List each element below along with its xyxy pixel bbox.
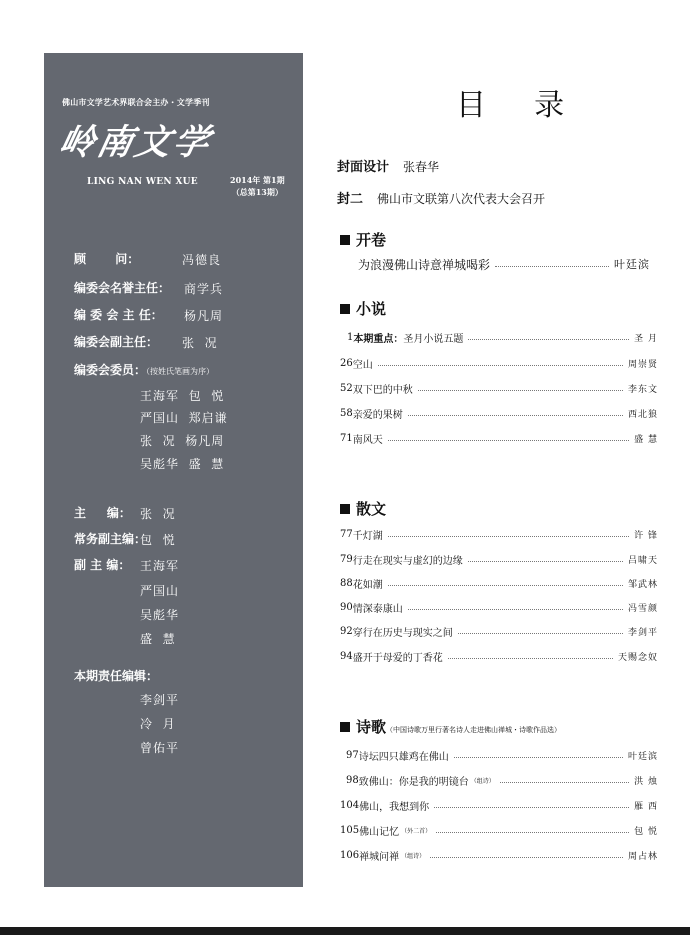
entry-title <box>353 406 403 421</box>
section-name: 散文 <box>356 500 387 518</box>
entry-page-number: 90 <box>340 601 353 613</box>
host-line: 佛山市文学艺术界联合会主办・文学季刊 <box>62 98 210 107</box>
issue-number <box>230 174 285 198</box>
entry-title-text: 致佛山：你是我的明镜台 <box>358 776 469 788</box>
chief-editor-label: 主 编： <box>74 506 131 520</box>
toc-entry[interactable] <box>340 355 658 371</box>
section-name: 开卷 <box>356 231 387 249</box>
members-label-text: 编委会委员： <box>74 363 147 377</box>
entry-author: 邹武林 <box>627 579 658 590</box>
magazine-logo: 岭南文学 <box>55 122 216 163</box>
entry-title <box>353 600 403 615</box>
members-label <box>74 361 214 378</box>
entry-title-text: 花如潮 <box>352 579 383 591</box>
member-row: 张 况 杨凡周 <box>140 434 225 448</box>
resp-editor-row: 李剑平 <box>140 693 180 707</box>
toc-entry[interactable] <box>340 329 658 345</box>
entry-title-text: 禅城问禅 <box>359 851 400 863</box>
entry-note: （组诗） <box>470 777 495 785</box>
entry-title <box>359 823 399 838</box>
toc-entry[interactable] <box>340 772 658 788</box>
entry-author: 包 悦 <box>634 826 658 837</box>
entry-title <box>359 848 399 863</box>
entry-title-text: 佛山，我想到你 <box>359 801 430 813</box>
cover2-value: 佛山市文联第八次代表大会召开 <box>377 192 546 206</box>
advisor-value: 冯德良 <box>182 253 222 267</box>
entry-page-number: 58 <box>340 407 353 419</box>
entry-title-text: 南风天 <box>352 434 383 446</box>
toc-entry[interactable] <box>340 526 658 542</box>
dot-leader <box>388 585 623 586</box>
member-row: 王海军 包 悦 <box>140 389 225 403</box>
director-value: 杨凡周 <box>184 309 224 323</box>
toc-entry[interactable] <box>340 623 658 639</box>
page-bottom-bar <box>0 927 690 935</box>
entry-page-number: 105 <box>340 824 360 836</box>
dot-leader <box>495 266 609 267</box>
dot-leader <box>388 440 629 441</box>
toc-title: 目 录 <box>456 88 567 123</box>
dot-leader <box>378 365 623 366</box>
entry-page-number: 98 <box>346 774 359 786</box>
deputy-row: 吴彪华 <box>140 608 180 622</box>
dot-leader <box>454 757 623 758</box>
toc-entry[interactable] <box>340 405 658 421</box>
entry-page-number: 79 <box>340 553 353 565</box>
dot-leader <box>458 633 623 634</box>
section-note: （中国诗歌万里行著名诗人走进佛山禅城・诗歌作品选） <box>386 726 562 734</box>
entry-title <box>353 330 463 345</box>
toc-entry[interactable] <box>340 822 658 838</box>
entry-author: 雁 西 <box>634 801 658 812</box>
masthead-panel <box>44 53 303 887</box>
entry-page-number: 71 <box>340 432 353 444</box>
dot-leader <box>436 832 629 833</box>
dot-leader <box>408 415 623 416</box>
vice-director-label: 编委会副主任： <box>74 335 159 349</box>
dot-leader <box>434 807 629 808</box>
entry-author: 吕啸天 <box>627 555 658 566</box>
entry-page-number: 94 <box>340 650 353 662</box>
entry-title <box>358 256 490 273</box>
entry-title <box>353 576 383 591</box>
cover-design-line <box>337 156 439 175</box>
entry-title-emphasis: 本期重点： <box>353 333 404 345</box>
entry-page-number: 1 <box>347 331 354 343</box>
vice-director-value: 张 况 <box>182 336 218 350</box>
hon-director-label: 编委会名誉主任： <box>74 281 171 295</box>
exec-deputy-label: 常务副主编： <box>74 532 147 546</box>
entry-author: 李剑平 <box>627 627 658 638</box>
entry-page-number: 26 <box>340 357 353 369</box>
entry-page-number: 88 <box>340 577 353 589</box>
entry-title <box>353 381 413 396</box>
dot-leader <box>418 390 623 391</box>
dot-leader <box>500 782 629 783</box>
toc-entry[interactable] <box>340 430 658 446</box>
toc-entry[interactable] <box>340 797 658 813</box>
toc-entry[interactable] <box>340 551 658 567</box>
entry-title-text: 佛山记忆 <box>359 826 400 838</box>
entry-note: （组诗） <box>401 852 426 860</box>
section-heading <box>340 298 386 319</box>
entry-title-text: 为浪漫佛山诗意禅城喝彩 <box>358 257 491 272</box>
cover2-line <box>337 188 545 207</box>
exec-deputy-value: 包 悦 <box>140 533 176 547</box>
entry-note: （外二首） <box>401 827 432 835</box>
chief-editor-value: 张 况 <box>140 507 176 521</box>
resp-editor-row: 冷 月 <box>140 717 176 731</box>
entry-title-text: 情深泰康山 <box>352 603 403 615</box>
issue-line-1: 2014年 第1期 <box>230 175 285 185</box>
member-row: 吴彪华 盛 慧 <box>140 457 225 471</box>
deputy-row: 严国山 <box>140 584 180 598</box>
toc-entry[interactable] <box>358 256 650 272</box>
entry-title <box>353 431 383 446</box>
entry-title-text: 双下巴的中秋 <box>352 384 413 396</box>
entry-title <box>359 798 429 813</box>
entry-title <box>353 552 463 567</box>
section-square-icon <box>340 722 350 732</box>
entry-title <box>353 356 373 371</box>
entry-title-text: 诗坛四只雄鸡在佛山 <box>358 751 449 763</box>
dot-leader <box>430 857 623 858</box>
toc-entry[interactable] <box>340 380 658 396</box>
entry-author: 李东文 <box>627 384 658 395</box>
entry-author: 天赐念奴 <box>617 652 658 663</box>
section-square-icon <box>340 235 350 245</box>
section-heading <box>340 716 561 737</box>
entry-author: 许 锋 <box>634 530 658 541</box>
entry-page-number: 97 <box>346 749 359 761</box>
entry-author: 圣 月 <box>634 333 658 344</box>
entry-page-number: 77 <box>340 528 353 540</box>
toc-entry[interactable] <box>340 747 658 763</box>
entry-page-number: 92 <box>340 625 353 637</box>
entry-author: 叶廷滨 <box>614 258 650 271</box>
entry-title-text: 空山 <box>352 359 373 371</box>
dot-leader <box>408 609 623 610</box>
entry-page-number: 106 <box>340 849 360 861</box>
advisor-label: 顾 问： <box>74 252 140 266</box>
member-row: 严国山 郑启谦 <box>140 411 228 425</box>
magazine-pinyin: LING NAN WEN XUE <box>87 177 198 187</box>
toc-entry[interactable] <box>340 575 658 591</box>
entry-title-text: 行走在现实与虚幻的边缘 <box>352 555 463 567</box>
section-heading <box>340 229 386 250</box>
section-name: 诗歌 <box>356 718 387 736</box>
entry-title <box>359 748 449 763</box>
entry-title <box>353 649 443 664</box>
dot-leader <box>468 561 623 562</box>
deputy-row: 盛 慧 <box>140 632 176 646</box>
cover-design-label: 封面设计 <box>337 160 390 175</box>
dot-leader <box>468 339 629 340</box>
entry-author: 洪 烛 <box>634 776 658 787</box>
entry-author: 周崇贤 <box>627 359 658 370</box>
entry-author: 冯雪颜 <box>627 603 658 614</box>
resp-editor-label: 本期责任编辑： <box>74 669 159 683</box>
dot-leader <box>388 536 629 537</box>
director-label: 编 委 会 主 任： <box>74 308 163 322</box>
entry-title <box>353 624 453 639</box>
members-note: （按姓氏笔画为序） <box>146 367 215 376</box>
entry-title <box>359 773 469 788</box>
entry-author: 叶廷滨 <box>627 751 658 762</box>
cover-design-value: 张春华 <box>403 160 440 174</box>
entry-page-number: 52 <box>340 382 353 394</box>
section-square-icon <box>340 504 350 514</box>
deputy-label: 副 主 编： <box>74 558 131 572</box>
entry-title <box>353 527 383 542</box>
hon-director-value: 商学兵 <box>184 282 224 296</box>
toc-entry[interactable] <box>340 847 658 863</box>
entry-title-text: 盛开于母爱的丁香花 <box>352 652 443 664</box>
entry-title-text: 亲爱的果树 <box>352 409 403 421</box>
entry-page-number: 104 <box>340 799 360 811</box>
section-heading <box>340 498 386 519</box>
entry-title-text: 穿行在历史与现实之间 <box>352 627 453 639</box>
toc-entry[interactable] <box>340 599 658 615</box>
dot-leader <box>448 658 613 659</box>
entry-title-text: 圣月小说五题 <box>403 333 464 345</box>
deputy-row: 王海军 <box>140 559 180 573</box>
entry-author: 盛 慧 <box>634 434 658 445</box>
section-square-icon <box>340 304 350 314</box>
section-name: 小说 <box>356 300 387 318</box>
resp-editor-row: 曾佑平 <box>140 741 180 755</box>
issue-line-2: （总第13期） <box>231 187 283 197</box>
entry-title-text: 千灯湖 <box>352 530 383 542</box>
entry-author: 西北狼 <box>627 409 658 420</box>
entry-author: 周占林 <box>627 851 658 862</box>
cover2-label: 封二 <box>337 192 364 207</box>
toc-entry[interactable] <box>340 648 658 664</box>
